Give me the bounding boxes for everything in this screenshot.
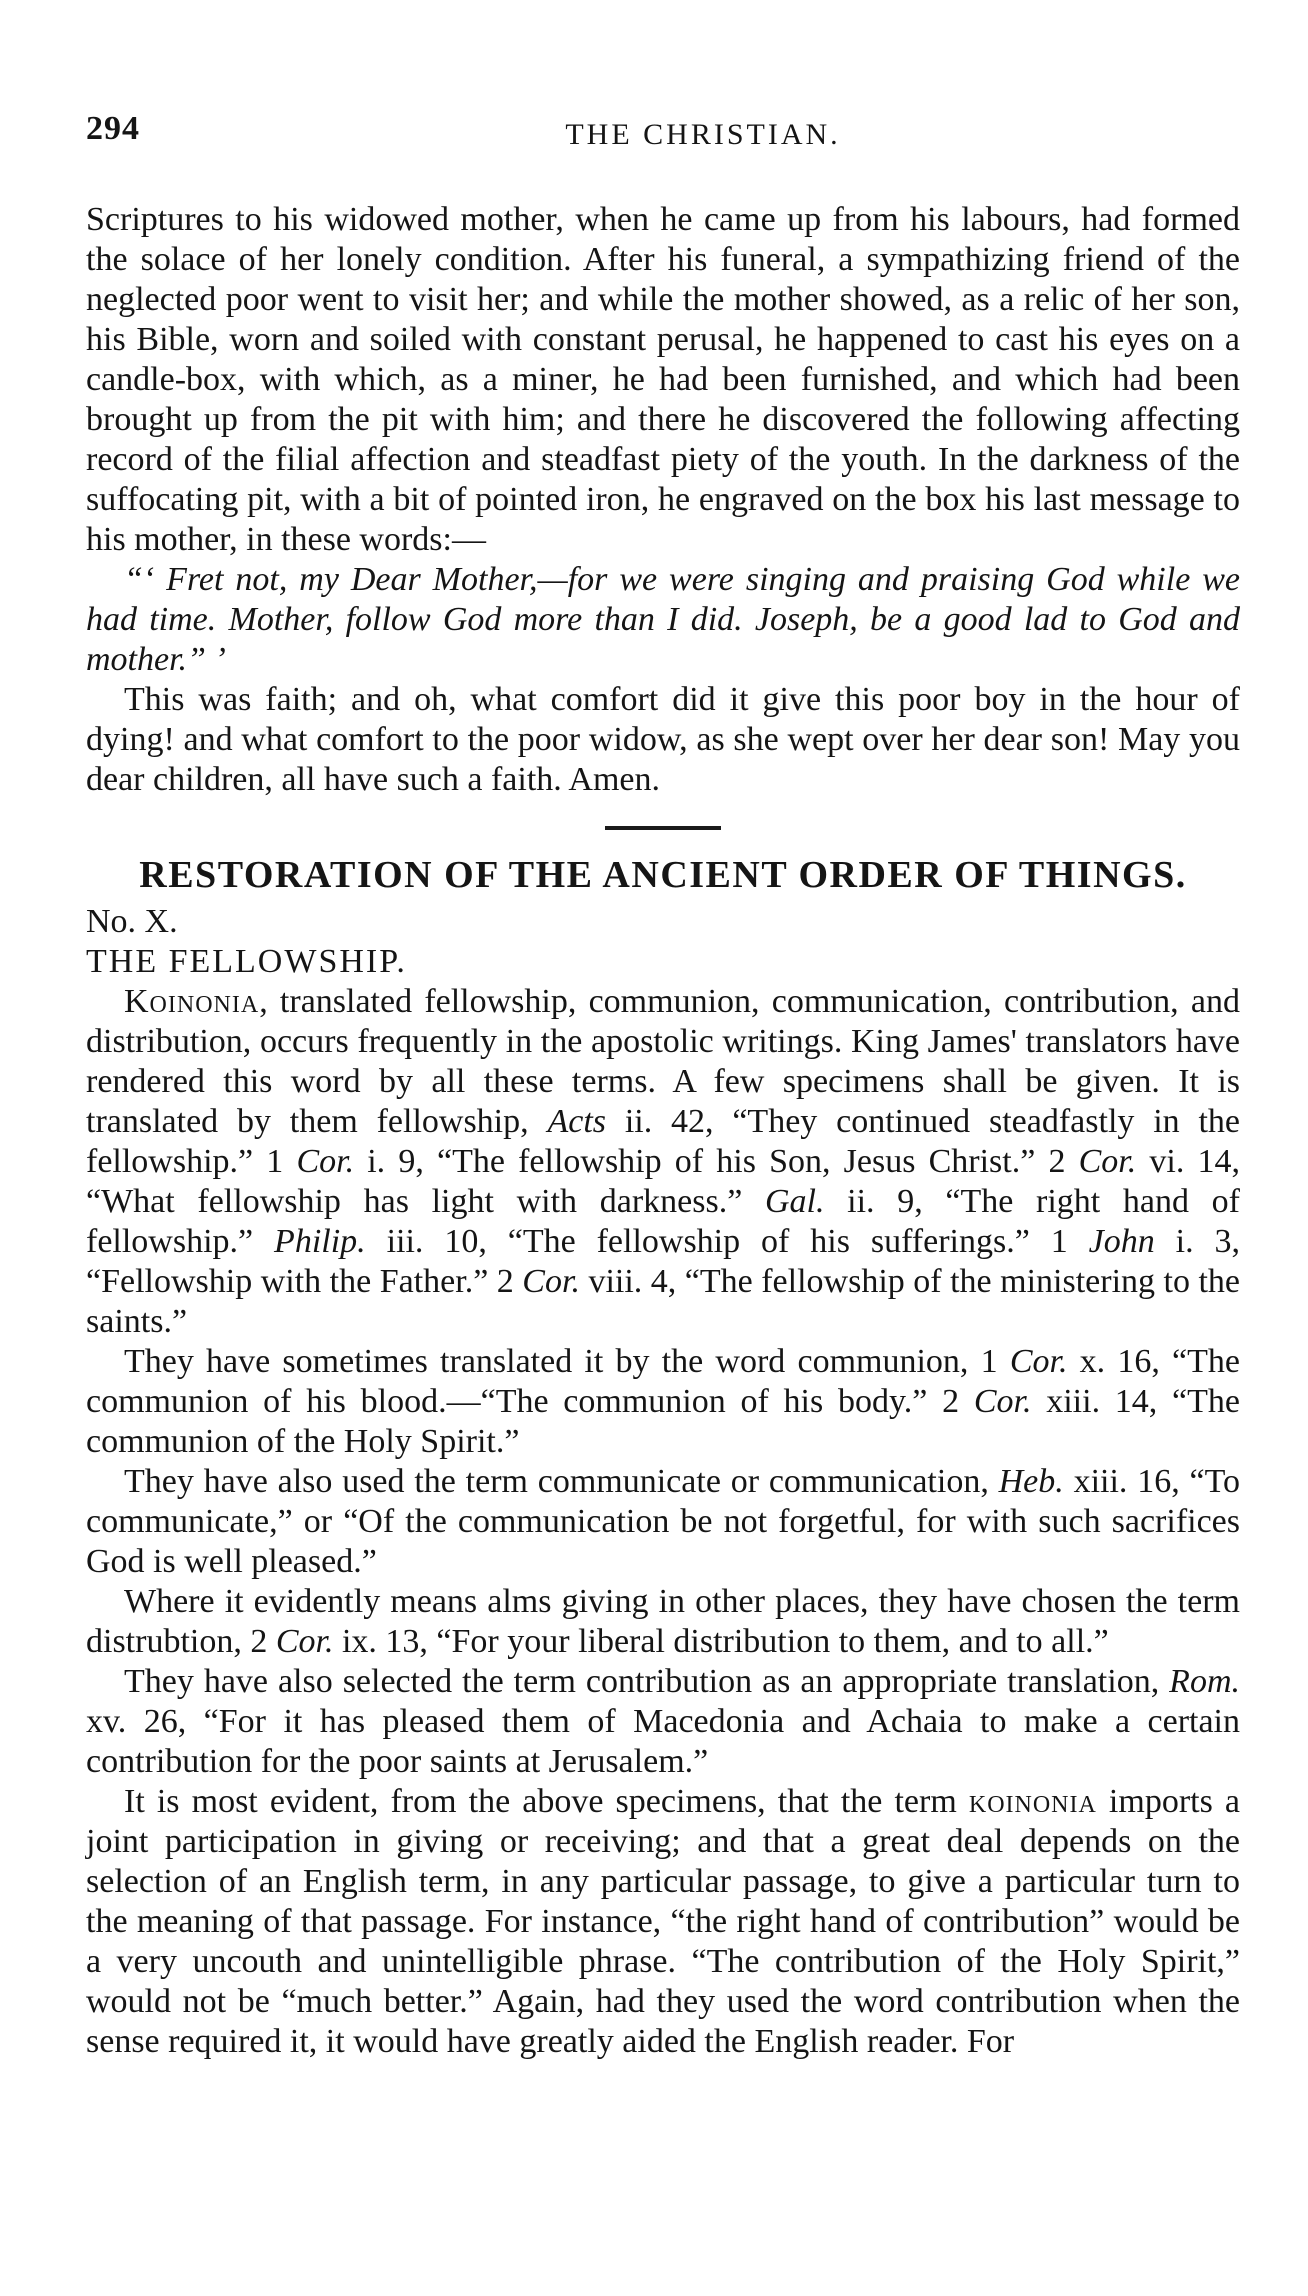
scripture-reference: Acts <box>547 1103 606 1140</box>
page-header <box>86 108 1240 168</box>
scripture-reference: Rom. <box>1169 1663 1240 1700</box>
story-continuation <box>86 200 1240 800</box>
article-number: No. X. <box>86 903 178 940</box>
story-closing-paragraph: This was faith; and oh, what comfort did it give this poor boy in the hour of dying! and what comfort to the poor widow, as she wept over her dear son! May you dear children, all have such a faith. Amen. <box>86 681 1240 798</box>
article-paragraph: They have also used the term communicate or communication, Heb. xiii. 16, “To communicate,” or “Of the communication be not forgetful, for with such sacrifices God is well pleased.” <box>86 1463 1240 1580</box>
scripture-reference: Gal. <box>764 1183 825 1220</box>
running-title: THE CHRISTIAN. <box>565 118 841 151</box>
article <box>86 852 1240 2062</box>
koinonia-term: koinonia <box>968 1783 1097 1820</box>
scripture-reference: Cor. <box>973 1383 1032 1420</box>
koinonia-term: Koinonia <box>124 983 260 1020</box>
article-title: RESTORATION OF THE ANCIENT ORDER OF THINGS. <box>139 854 1187 896</box>
story-paragraph: Scriptures to his widowed mother, when he came up from his labours, had formed the solace of her lonely condition. After his funeral, a sympathizing friend of the neglected poor went to visit her; and while the mother showed, as a relic of her son, his Bible, worn and soiled with constant perusal, he happened to cast his eyes on a candle-box, with which, as a miner, he had been furnished, and which had been brought up from the pit with him; and there he discovered the following affecting record of the filial affection and steadfast piety of the youth. In the darkness of the suffocating pit, with a bit of pointed iron, he engraved on the box his last message to his mother, in these words:— <box>86 201 1240 558</box>
scripture-reference: Cor. <box>1078 1143 1137 1180</box>
article-subtitle: THE FELLOWSHIP. <box>86 943 407 980</box>
scripture-reference: John <box>1088 1223 1155 1260</box>
article-paragraph: It is most evident, from the above specimens, that the term koinonia imports a joint participation in giving or receiving; and that a great deal depends on the selection of an English term, in any particular passage, to give a particular turn to the meaning of that passage. For instance, “the right hand of contribution” would be a very uncouth and unintelligible phrase. “The contribution of the Holy Spirit,” would not be “much better.” Again, had they used the word contribution when the sense required it, it would have greatly aided the English reader. For <box>86 1783 1240 2060</box>
scripture-reference: Heb. <box>998 1463 1064 1500</box>
article-paragraph: Where it evidently means alms giving in other places, they have chosen the term distrubtion, 2 Cor. ix. 13, “For your liberal distribution to them, and to all.” <box>86 1583 1240 1660</box>
scripture-reference: Cor. <box>522 1263 580 1300</box>
article-paragraph: They have sometimes translated it by the word communion, 1 Cor. x. 16, “The communion of his blood.—“The communion of his body.” 2 Cor. xiii. 14, “The communion of the Holy Spirit.” <box>86 1343 1241 1460</box>
scripture-reference: Cor. <box>275 1623 334 1660</box>
article-paragraph: Koinonia, translated fellowship, communion, communication, contribution, and distribution, occurs frequently in the apostolic writings. King James' translators have rendered this word by all these terms. A few specimens shall be given. It is translated by them fellowship, Acts ii. 42, “They continued steadfastly in the fellowship.” 1 Cor. i. 9, “The fellowship of his Son, Jesus Christ.” 2 Cor. vi. 14, “What fellowship has light with darkness.” Gal. ii. 9, “The right hand of fellowship.” Philip. iii. 10, “The fellowship of his sufferings.” 1 John i. 3, “Fellowship with the Father.” 2 Cor. viii. 4, “The fellowship of the ministering to the saints.” <box>86 983 1241 1340</box>
article-paragraph: They have also selected the term contribution as an appropriate translation, Rom. xv. 26, “For it has pleased them of Macedonia and Achaia to make a certain contribution for the poor saints at Jerusalem.” <box>86 1663 1240 1780</box>
page-number: 294 <box>86 110 140 147</box>
scripture-reference: Cor. <box>1009 1343 1068 1380</box>
section-divider <box>605 826 721 830</box>
scripture-reference: Philip. <box>274 1223 366 1260</box>
engraved-message-quote: “‘ Fret not, my Dear Mother,—for we were singing and praising God while we had time. Mother, follow God more than I did. Joseph, be a good lad to God and mother.” ’ <box>86 561 1240 678</box>
scripture-reference: Cor. <box>296 1143 355 1180</box>
